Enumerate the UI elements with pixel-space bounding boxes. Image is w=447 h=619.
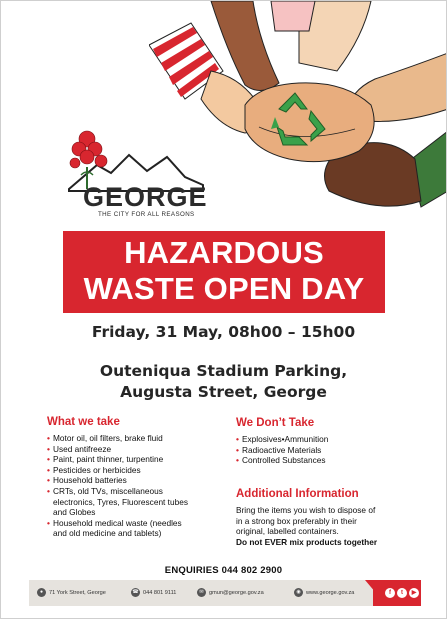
- title-line-2: WASTE OPEN DAY: [83, 271, 365, 306]
- list-item-text: Controlled Substances: [242, 455, 326, 466]
- list-item-text: CRTs, old TVs, miscellaneous: [53, 485, 163, 496]
- list-item: [236, 434, 416, 445]
- list-item: [236, 445, 416, 456]
- list-item: [47, 444, 217, 455]
- title-line-1: HAZARDOUS: [124, 235, 324, 270]
- logo-wordmark: GEORGE: [83, 182, 208, 212]
- bullet-icon: •: [47, 517, 50, 528]
- footer-address: [37, 588, 106, 597]
- list-item: [47, 486, 217, 518]
- list-item-text: Explosives•Ammunition: [242, 434, 329, 444]
- list-item: [47, 454, 217, 465]
- pink-sleeve: [271, 1, 315, 31]
- venue-line-2: Augusta Street, George: [120, 383, 327, 401]
- footer-address-text: 71 York Street, George: [49, 589, 106, 596]
- list-item-text: electronics, Tyres, Fluorescent tubes: [53, 496, 188, 507]
- list-item-text: Motor oil, oil filters, brake fluid: [53, 433, 163, 443]
- list-item-text: and Globes: [53, 507, 96, 518]
- cupped-hands: [245, 83, 374, 162]
- logo-tagline: THE CITY FOR ALL REASONS: [98, 211, 195, 218]
- footer-bar: [29, 580, 421, 606]
- bullet-icon: •: [47, 475, 50, 486]
- bullet-icon: •: [47, 443, 50, 454]
- facebook-icon[interactable]: f: [385, 588, 395, 598]
- footer-email-text[interactable]: gmun@george.gov.za: [209, 589, 264, 596]
- what-we-take-heading: What we take: [47, 416, 120, 428]
- list-item: [47, 433, 217, 444]
- list-item-text: Paint, paint thinner, turpentine: [53, 454, 164, 465]
- additional-info-line-1: Bring the items you wish to dispose of: [236, 505, 376, 515]
- globe-icon: ◉: [294, 588, 303, 597]
- red-flower-icon: [70, 131, 107, 168]
- additional-info-heading: Additional Information: [236, 488, 359, 500]
- we-dont-take-heading: We Don’t Take: [236, 417, 315, 429]
- youtube-icon[interactable]: ▶: [409, 588, 419, 598]
- email-icon: ✉: [197, 588, 206, 597]
- list-item: [47, 465, 217, 476]
- footer-email[interactable]: [197, 588, 264, 597]
- footer-website-text[interactable]: www.george.gov.za: [306, 589, 355, 596]
- bullet-icon: •: [47, 433, 50, 443]
- bullet-icon: •: [236, 444, 239, 455]
- bullet-icon: •: [47, 464, 50, 475]
- location-icon: ●: [37, 588, 46, 597]
- list-item-text: and old medicine and tablets): [53, 528, 162, 539]
- we-dont-take-list: [236, 434, 416, 466]
- list-item-text: Used antifreeze: [53, 443, 112, 454]
- what-we-take-list: [47, 433, 217, 539]
- enquiries-line: ENQUIRIES 044 802 2900: [164, 565, 283, 576]
- title-banner: [63, 231, 385, 313]
- additional-info-line-3: original, labelled containers.: [236, 526, 339, 537]
- bullet-icon: •: [47, 485, 50, 496]
- footer-website[interactable]: [294, 588, 354, 597]
- list-item: [47, 518, 217, 539]
- phone-icon: ☎: [132, 589, 139, 595]
- list-item: [236, 455, 416, 466]
- event-date-time: Friday, 31 May, 08h00 – 15h00: [91, 323, 356, 341]
- list-item-text: Pesticides or herbicides: [53, 464, 141, 475]
- twitter-icon[interactable]: t: [397, 588, 407, 598]
- additional-info-line-2: in a strong box preferably in their: [236, 515, 357, 526]
- list-item-text: Radioactive Materials: [242, 444, 322, 455]
- bullet-icon: •: [236, 455, 239, 466]
- list-item: [47, 475, 217, 486]
- list-item-text: Household medical waste (needles: [53, 517, 182, 528]
- bullet-icon: •: [47, 454, 50, 465]
- venue-line-1: Outeniqua Stadium Parking,: [99, 362, 348, 380]
- bullet-icon: •: [236, 434, 239, 444]
- footer-phone: [131, 588, 176, 597]
- footer-phone-text: 044 801 9111: [143, 589, 177, 596]
- list-item-text: Household batteries: [53, 475, 127, 486]
- george-logo: [67, 127, 217, 219]
- event-venue: [1, 361, 446, 403]
- additional-info-text: [236, 505, 416, 547]
- additional-info-warning: Do not EVER mix products together: [236, 536, 378, 547]
